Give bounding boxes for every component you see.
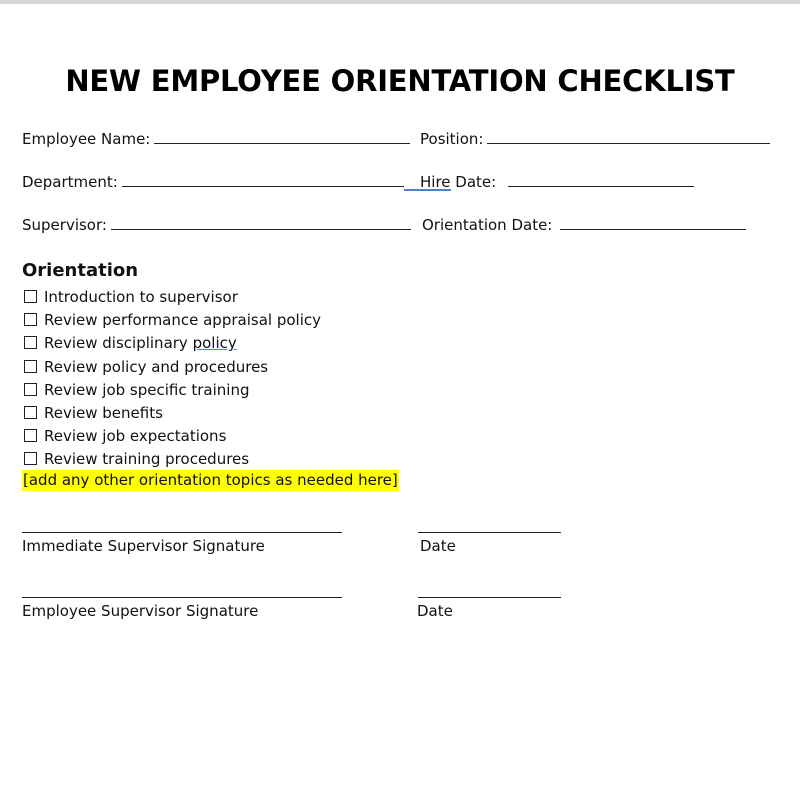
- position-blank[interactable]: [487, 128, 770, 144]
- supervisor-label: Supervisor:: [22, 216, 107, 234]
- checklist-item: [22, 287, 321, 310]
- checkbox[interactable]: [24, 313, 37, 326]
- hire-date-blank[interactable]: [508, 171, 694, 187]
- employee-supervisor-signature-line[interactable]: [22, 597, 342, 598]
- checklist-item-label: Review training procedures: [44, 450, 250, 469]
- position-field: [420, 128, 770, 149]
- date-line-1[interactable]: [418, 532, 561, 533]
- checklist-item-label: Review disciplinary: [44, 334, 193, 353]
- hire-date-field: [420, 171, 694, 192]
- checklist-item-label: Introduction to supervisor: [44, 288, 238, 306]
- checkbox[interactable]: [24, 336, 37, 349]
- employee-name-field: [22, 128, 410, 149]
- checklist-item: [22, 403, 321, 426]
- immediate-supervisor-signature-label: Immediate Supervisor Signature: [22, 537, 265, 555]
- checkbox[interactable]: [24, 383, 37, 396]
- orientation-date-label: Orientation Date:: [422, 216, 553, 234]
- checklist-item: [22, 357, 321, 380]
- orientation-date-field: [422, 214, 746, 235]
- employee-name-label: Employee Name:: [22, 130, 151, 148]
- department-label: Department:: [22, 173, 118, 191]
- date-label-2: Date: [417, 602, 453, 620]
- employee-supervisor-signature-label: Employee Supervisor Signature: [22, 602, 259, 620]
- checklist-item-label: Review job expectations: [44, 427, 227, 446]
- department-blank[interactable]: [122, 171, 404, 187]
- hire-date-label: Hire Date:: [420, 173, 497, 191]
- checklist-item-label: Review job specific training: [44, 380, 250, 399]
- checklist-item: [22, 310, 321, 333]
- employee-name-blank[interactable]: [154, 128, 410, 144]
- department-field: [22, 171, 404, 192]
- checklist-item-label: Review policy and procedures: [44, 357, 269, 376]
- supervisor-blank[interactable]: [111, 214, 411, 230]
- checklist-item-label: Review performance appraisal policy: [44, 311, 321, 330]
- supervisor-field: [22, 214, 411, 235]
- immediate-supervisor-signature-line[interactable]: [22, 532, 342, 533]
- date-line-2[interactable]: [418, 597, 561, 598]
- document-title: NEW EMPLOYEE ORIENTATION CHECKLIST: [65, 64, 735, 98]
- orientation-checklist: [22, 287, 321, 473]
- checkbox[interactable]: [24, 429, 37, 442]
- checkbox[interactable]: [24, 452, 37, 465]
- checkbox[interactable]: [24, 406, 37, 419]
- checkbox[interactable]: [24, 290, 37, 303]
- checklist-item: [22, 333, 321, 356]
- checklist-item: [22, 380, 321, 403]
- checklist-item-label: Review benefits: [44, 403, 163, 422]
- orientation-heading: Orientation: [22, 260, 139, 281]
- date-label-1: Date: [420, 537, 456, 555]
- top-border: [0, 0, 800, 4]
- spellcheck-squiggle: [404, 189, 451, 191]
- checklist-item: [22, 426, 321, 449]
- underlined-word: policy: [192, 334, 237, 353]
- checkbox[interactable]: [24, 360, 37, 373]
- position-label: Position:: [420, 130, 484, 148]
- orientation-date-blank[interactable]: [560, 214, 746, 230]
- highlighted-note: [add any other orientation topics as needed here]: [23, 471, 398, 489]
